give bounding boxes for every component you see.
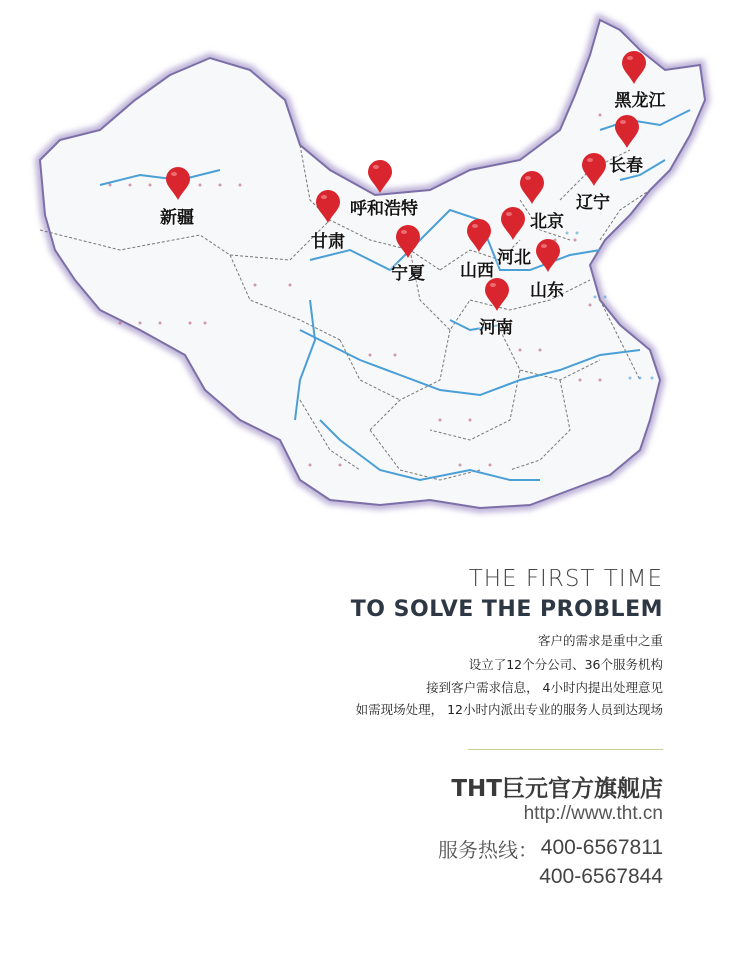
tagline-line1: THE FIRST TIME (468, 566, 663, 592)
map-pin-label: 甘肃 (311, 232, 345, 252)
description-line: 如需现场处理， 12小时内派出专业的服务人员到达现场 (355, 702, 663, 717)
map-pin-label: 新疆 (160, 208, 194, 228)
map-pin-label: 山东 (530, 281, 564, 301)
map-pin-label: 山西 (460, 261, 494, 281)
divider (468, 749, 663, 750)
phone-number: 400-6567844 (539, 865, 663, 888)
phone-number: 400-6567811 (540, 836, 663, 859)
description-line: 接到客户需求信息， 4小时内提出处理意见 (426, 680, 663, 695)
store-name: THT巨元官方旗舰店 (451, 776, 663, 802)
tagline-line2: TO SOLVE THE PROBLEM (350, 597, 663, 622)
website-link[interactable]: http://www.tht.cn (523, 803, 663, 824)
map-pin-label: 河南 (479, 318, 513, 338)
map-pin-label: 长春 (609, 156, 643, 176)
hotline-label: 服务热线： (438, 838, 538, 862)
map-pin-label: 呼和浩特 (350, 199, 418, 219)
map-pin-label: 宁夏 (391, 264, 425, 284)
map-pin-label: 河北 (497, 248, 531, 268)
map-pin-label: 辽宁 (576, 193, 610, 213)
description-line: 设立了12个分公司、36个服务机构 (468, 657, 663, 672)
map-pin-label: 黑龙江 (614, 91, 666, 111)
description-line: 客户的需求是重中之重 (537, 633, 663, 648)
map-pin-label: 北京 (530, 212, 564, 232)
